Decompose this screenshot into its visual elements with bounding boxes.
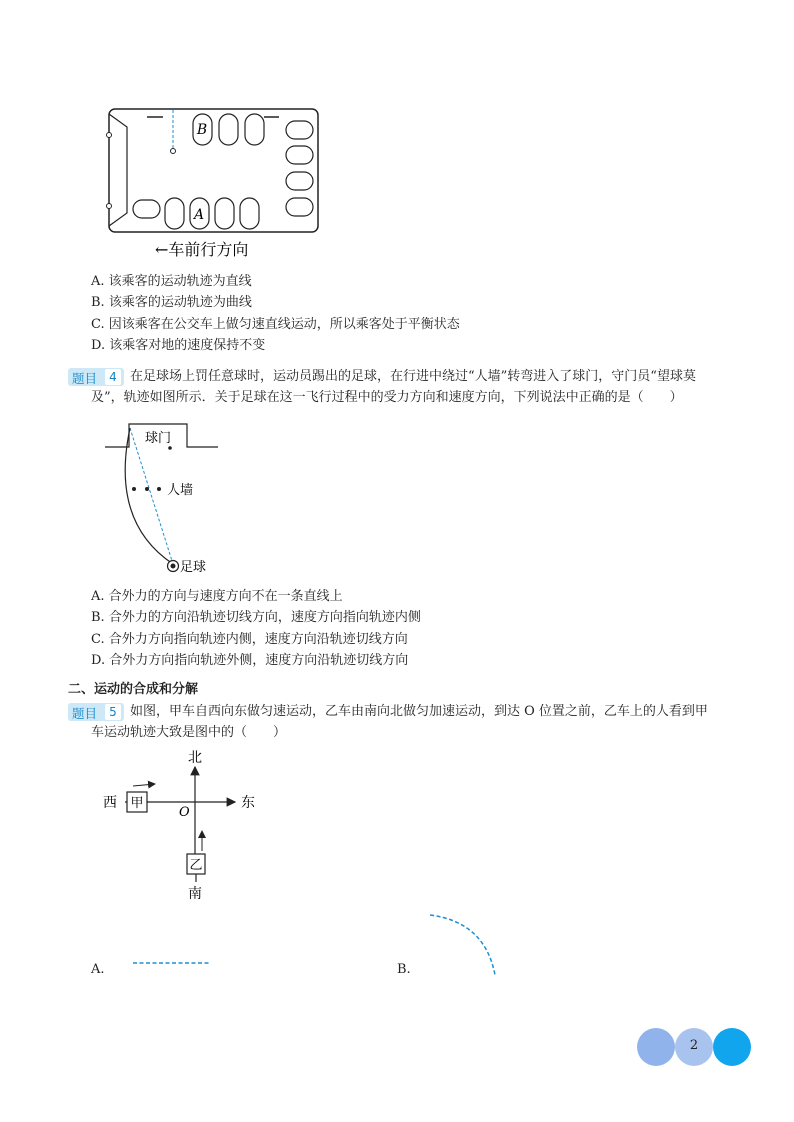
q5-option-b-label: B. <box>397 962 411 977</box>
q5-text-line2: 车运动轨迹大致是图中的（ ） <box>91 725 287 740</box>
q3-option-b: B. 该乘客的运动轨迹为曲线 <box>91 295 252 310</box>
direction-label: ←车前行方向 <box>155 240 249 259</box>
bus-figure <box>100 100 330 270</box>
q4-tag-number: 4 <box>105 369 121 385</box>
q3-option-d: D. 该乘客对地的速度保持不变 <box>91 338 266 353</box>
page-circle-left <box>637 1028 675 1066</box>
page-circle-right <box>713 1028 751 1066</box>
q4-tag <box>68 368 124 386</box>
cars-figure <box>95 745 265 905</box>
football-figure <box>100 412 240 582</box>
q4-option-c: C. 合外力方向指向轨迹内侧，速度方向沿轨迹切线方向 <box>91 632 408 647</box>
seat-a-label: A <box>193 207 205 223</box>
south-label: 南 <box>188 886 202 902</box>
q4-text-line1: 在足球场上罚任意球时，运动员踢出的足球，在行进中绕过“人墙”转弯进入了球门，守门员“望球莫 <box>130 369 696 384</box>
car-yi-label: 乙 <box>189 858 203 873</box>
car-jia-label: 甲 <box>130 796 144 811</box>
q4-tag-label: 题目 <box>72 371 98 386</box>
goal-label: 球门 <box>145 431 172 446</box>
q5-tag-number: 5 <box>105 704 121 720</box>
q5-option-a-trajectory <box>130 955 220 971</box>
q4-option-a: A. 合外力的方向与速度方向不在一条直线上 <box>91 589 343 604</box>
q5-option-a-label: A. <box>91 962 105 977</box>
origin-label: O <box>179 805 190 820</box>
wall-label: 人墙 <box>167 483 194 498</box>
q3-option-c: C. 因该乘客在公交车上做匀速直线运动，所以乘客处于平衡状态 <box>91 317 460 332</box>
ball-label: 足球 <box>180 560 207 575</box>
east-label: 东 <box>241 795 255 811</box>
q5-tag <box>68 703 124 721</box>
q5-tag-label: 题目 <box>72 706 98 721</box>
seat-b-label: B <box>196 122 208 138</box>
north-label: 北 <box>188 750 202 766</box>
page-number: 2 <box>689 1038 699 1053</box>
section-title: 二、运动的合成和分解 <box>68 682 199 697</box>
west-label: 西 <box>103 795 117 811</box>
q4-option-b: B. 合外力的方向沿轨迹切线方向，速度方向指向轨迹内侧 <box>91 610 421 625</box>
q5-text-line1: 如图，甲车自西向东做匀速运动，乙车由南向北做匀加速运动，到达 O 位置之前，乙车上的人看到甲 <box>130 704 708 719</box>
q4-text-line2: 及”，轨迹如图所示．关于足球在这一飞行过程中的受力方向和速度方向，下列说法中正确的是（ ） <box>91 390 683 405</box>
q4-option-d: D. 合外力方向指向轨迹外侧，速度方向沿轨迹切线方向 <box>91 653 409 668</box>
q3-option-a: A. 该乘客的运动轨迹为直线 <box>91 274 252 289</box>
q5-option-b-trajectory <box>425 910 505 985</box>
